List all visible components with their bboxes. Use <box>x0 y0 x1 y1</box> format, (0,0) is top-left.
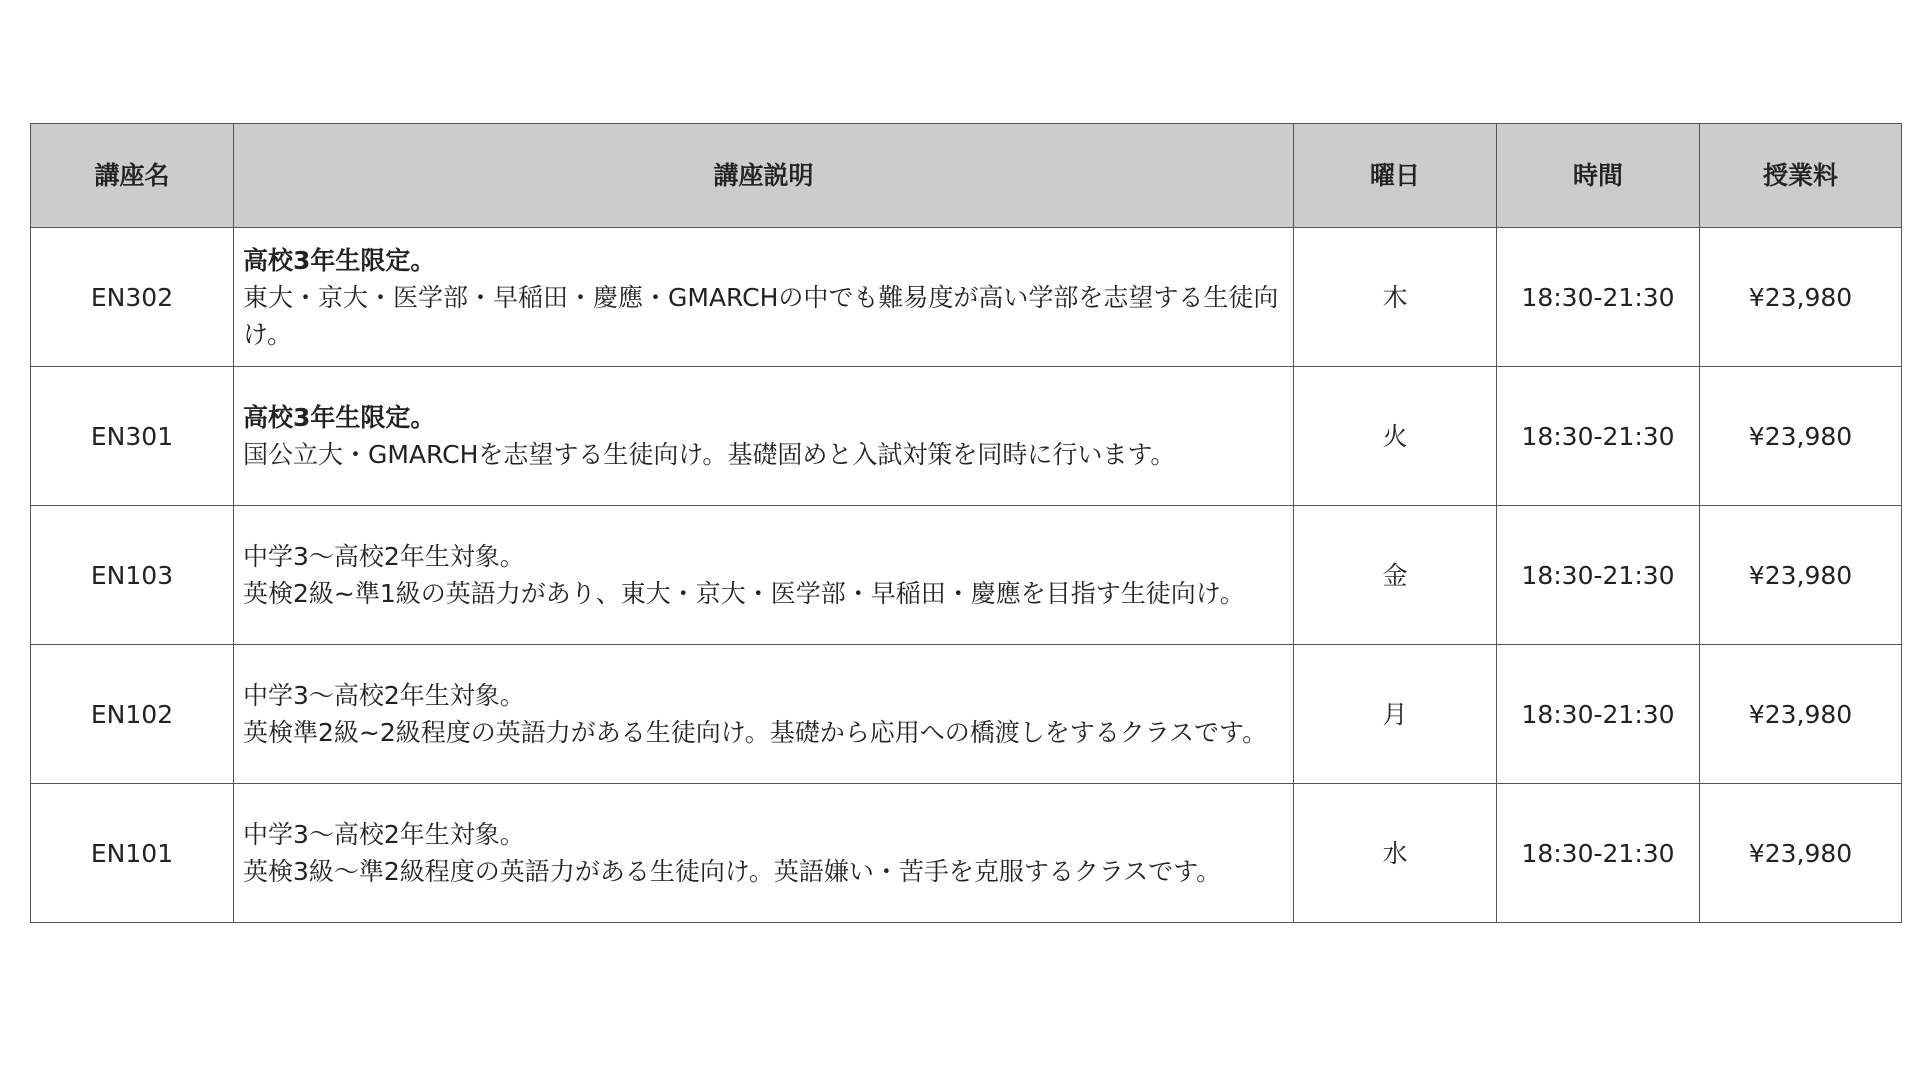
day-cell: 木 <box>1294 228 1497 367</box>
time-cell: 18:30-21:30 <box>1497 784 1700 923</box>
time-cell: 18:30-21:30 <box>1497 506 1700 645</box>
fee-cell: ¥23,980 <box>1700 228 1902 367</box>
course-description-cell <box>234 228 1294 367</box>
description-lead: 高校3年生限定。 <box>243 403 436 432</box>
description-body: 英検準2級~2級程度の英語力がある生徒向け。基礎から応用への橋渡しをするクラスです。 <box>243 718 1268 747</box>
header-row <box>31 124 1902 228</box>
header-course-description: 講座説明 <box>234 124 1294 228</box>
course-name-cell: EN301 <box>31 367 234 506</box>
table-row <box>31 645 1902 784</box>
fee-cell: ¥23,980 <box>1700 784 1902 923</box>
table-row <box>31 228 1902 367</box>
description-body: 英検3級〜準2級程度の英語力がある生徒向け。英語嫌い・苦手を克服するクラスです。 <box>243 857 1222 886</box>
course-description-cell <box>234 367 1294 506</box>
day-cell: 水 <box>1294 784 1497 923</box>
description-lead: 中学3〜高校2年生対象。 <box>243 820 525 849</box>
table-body <box>31 228 1902 923</box>
table-row <box>31 784 1902 923</box>
header-day: 曜日 <box>1294 124 1497 228</box>
course-name-cell: EN302 <box>31 228 234 367</box>
table-row <box>31 367 1902 506</box>
course-name-cell: EN103 <box>31 506 234 645</box>
description-lead: 高校3年生限定。 <box>243 245 436 275</box>
header-fee: 授業料 <box>1700 124 1902 228</box>
description-body: 英検2級~準1級の英語力があり、東大・京大・医学部・早稲田・慶應を目指す生徒向け。 <box>243 579 1245 608</box>
course-description-cell <box>234 784 1294 923</box>
course-name-cell: EN101 <box>31 784 234 923</box>
description-body: 東大・京大・医学部・早稲田・慶應・GMARCHの中でも難易度が高い学部を志望する生徒向け。 <box>243 282 1279 349</box>
day-cell: 火 <box>1294 367 1497 506</box>
time-cell: 18:30-21:30 <box>1497 367 1700 506</box>
course-name-cell: EN102 <box>31 645 234 784</box>
table-row <box>31 506 1902 645</box>
course-table <box>30 123 1902 923</box>
fee-cell: ¥23,980 <box>1700 367 1902 506</box>
time-cell: 18:30-21:30 <box>1497 228 1700 367</box>
table-header <box>31 124 1902 228</box>
description-body: 国公立大・GMARCHを志望する生徒向け。基礎固めと入試対策を同時に行います。 <box>243 440 1176 469</box>
fee-cell: ¥23,980 <box>1700 645 1902 784</box>
day-cell: 月 <box>1294 645 1497 784</box>
header-course-name: 講座名 <box>31 124 234 228</box>
description-lead: 中学3〜高校2年生対象。 <box>243 542 525 571</box>
course-description-cell <box>234 506 1294 645</box>
header-time: 時間 <box>1497 124 1700 228</box>
day-cell: 金 <box>1294 506 1497 645</box>
time-cell: 18:30-21:30 <box>1497 645 1700 784</box>
course-description-cell <box>234 645 1294 784</box>
description-lead: 中学3〜高校2年生対象。 <box>243 681 525 710</box>
fee-cell: ¥23,980 <box>1700 506 1902 645</box>
